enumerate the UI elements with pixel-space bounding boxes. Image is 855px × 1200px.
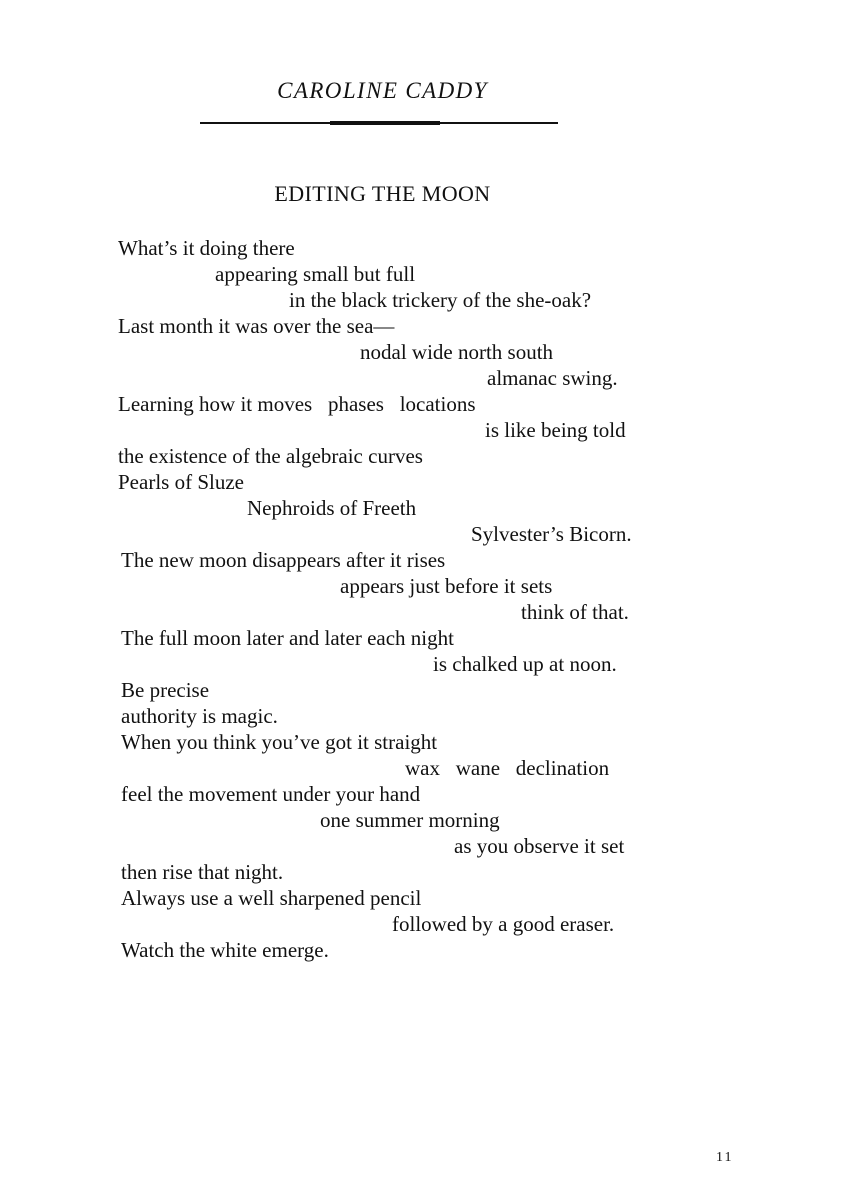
poem-line: think of that. [521, 600, 629, 624]
poem-line: is like being told [485, 418, 626, 442]
author-name: CAROLINE CADDY [277, 78, 488, 103]
poem-title: EDITING THE MOON [274, 181, 491, 206]
poem-line: Sylvester’s Bicorn. [471, 522, 632, 546]
poem-line: as you observe it set [454, 834, 625, 858]
poem-line: Pearls of Sluze [118, 470, 244, 494]
poem-line: appears just before it sets [340, 574, 553, 598]
poem-line: authority is magic. [121, 704, 278, 728]
poem-line: followed by a good eraser. [392, 912, 615, 936]
poem-line: Watch the white emerge. [121, 938, 329, 962]
poem-line: wax wane declination [405, 756, 610, 780]
poem-line: Nephroids of Freeth [247, 496, 417, 520]
poem-line: one summer morning [320, 808, 500, 832]
poem-line: Learning how it moves phases locations [118, 392, 476, 416]
poem-line: the existence of the algebraic curves [118, 444, 423, 468]
header-rule-center [330, 121, 440, 125]
poem-line: almanac swing. [487, 366, 618, 390]
poem-line: Last month it was over the sea— [118, 314, 395, 338]
poem-line: Be precise [121, 678, 210, 702]
poem-line: feel the movement under your hand [121, 782, 421, 806]
poem-line: What’s it doing there [118, 236, 295, 260]
poem-line: in the black trickery of the she-oak? [289, 288, 592, 312]
poem-line: Always use a well sharpened pencil [121, 886, 422, 910]
poem-line: The new moon disappears after it rises [121, 548, 446, 572]
poem-line: The full moon later and later each night [121, 626, 454, 650]
page-number: 11 [716, 1150, 734, 1165]
poem-line: When you think you’ve got it straight [121, 730, 438, 754]
poem-line: is chalked up at noon. [433, 652, 617, 676]
poem-line: then rise that night. [121, 860, 284, 884]
poem-line: nodal wide north south [360, 340, 554, 364]
poem-line: appearing small but full [215, 262, 416, 286]
